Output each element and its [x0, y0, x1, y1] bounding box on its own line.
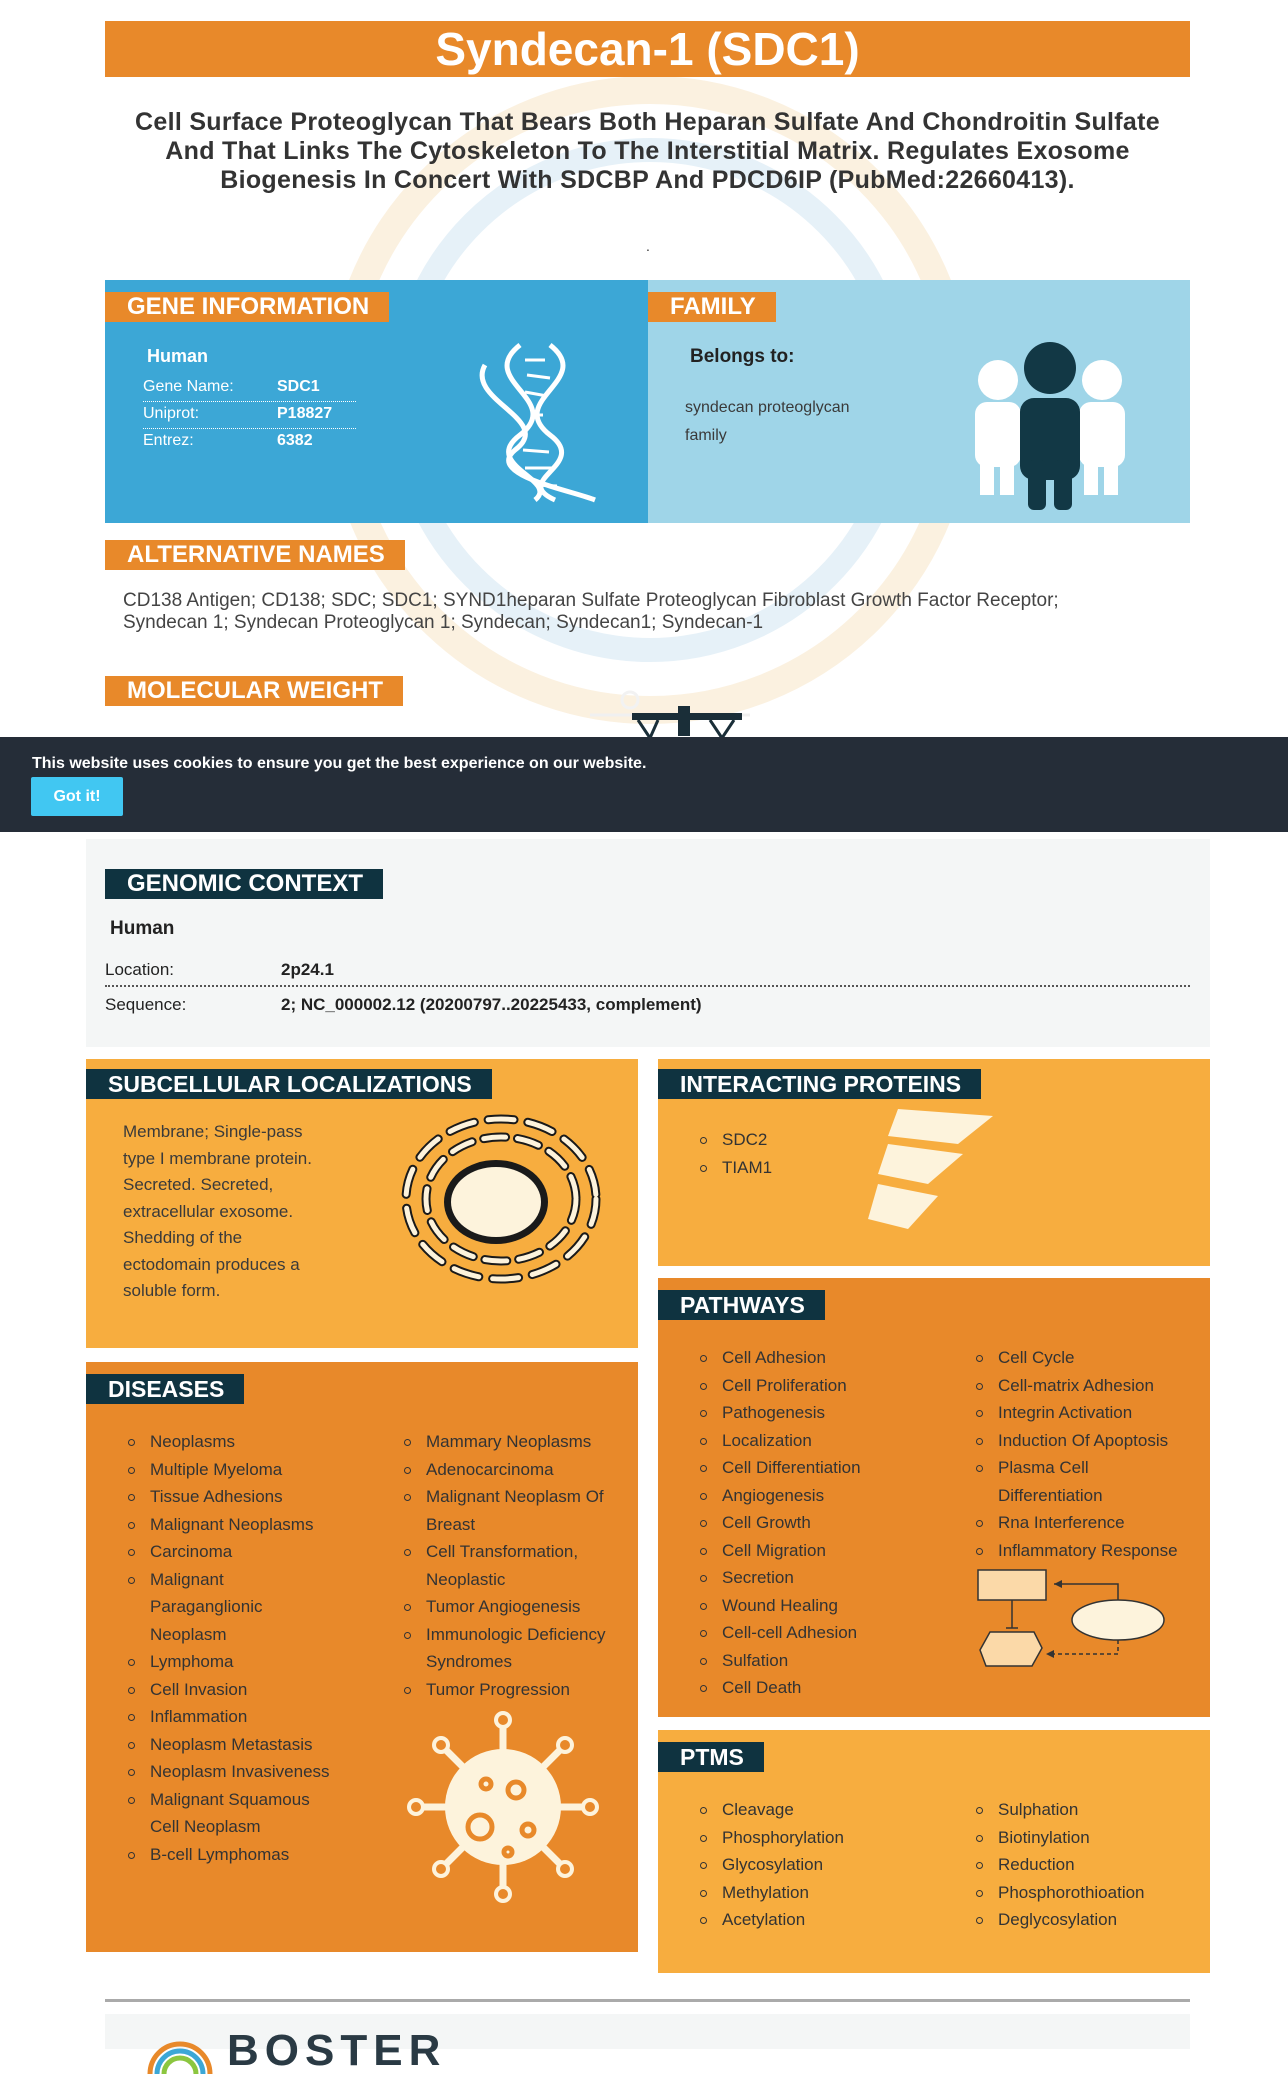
uniprot-value: P18827: [277, 405, 333, 422]
entrez-value: 6382: [277, 432, 313, 449]
list-item: Cell Cycle: [976, 1344, 1191, 1372]
list-item: Phosphorylation: [700, 1824, 940, 1852]
list-item: Cleavage: [700, 1796, 940, 1824]
list-item: Tissue Adhesions: [128, 1483, 338, 1511]
list-item: Wound Healing: [700, 1592, 940, 1620]
list-item: Lymphoma: [128, 1648, 338, 1676]
pathways-heading: PATHWAYS: [658, 1290, 825, 1320]
gene-name-label: Gene Name:: [143, 378, 234, 395]
cell-organelle-icon: [396, 1104, 606, 1289]
uniprot-label: Uniprot:: [143, 405, 200, 422]
boster-logo-icon: [145, 2034, 215, 2074]
separator-dot: .: [646, 238, 650, 254]
subcellular-line: soluble form.: [123, 1281, 221, 1300]
sequence-value: 2; NC_000002.12 (20200797..20225433, complement): [281, 995, 702, 1014]
list-item: Cell Growth: [700, 1509, 940, 1537]
entrez-label: Entrez:: [143, 432, 194, 449]
list-item: Immunologic Deficiency Syndromes: [404, 1621, 619, 1676]
subcellular-line: Shedding of the: [123, 1228, 243, 1247]
alternative-names-text: CD138 Antigen; CD138; SDC; SDC1; SYND1heparan Sulfate Proteoglycan Fibroblast Growth Factor Receptor; Syndecan 1; Syndecan Proteoglycan 1; Syndecan; Syndecan1; Syndecan-1: [123, 590, 1059, 633]
list-item: Cell Migration: [700, 1537, 940, 1565]
ptms-list-col2: [976, 1796, 1191, 1934]
list-item: Cell-matrix Adhesion: [976, 1372, 1191, 1400]
gene-name-value: SDC1: [277, 378, 320, 395]
diseases-heading: DISEASES: [86, 1374, 244, 1404]
pathways-list-col2: [976, 1344, 1191, 1564]
dna-helix-icon: [465, 340, 625, 505]
list-item: Inflammation: [128, 1703, 338, 1731]
list-item: Reduction: [976, 1851, 1191, 1879]
ptms-heading: PTMS: [658, 1742, 764, 1772]
list-item: Cell Invasion: [128, 1676, 338, 1704]
alternative-names-heading: ALTERNATIVE NAMES: [105, 540, 405, 570]
location-row: [105, 951, 1190, 987]
subcellular-text: [123, 1119, 353, 1305]
list-item: Carcinoma: [128, 1538, 338, 1566]
list-item: Phosphorothioation: [976, 1879, 1191, 1907]
list-item: Cell Adhesion: [700, 1344, 940, 1372]
molecular-weight-heading: MOLECULAR WEIGHT: [105, 676, 403, 706]
virus-icon: [408, 1712, 598, 1902]
list-item: Glycosylation: [700, 1851, 940, 1879]
subcellular-panel: [86, 1059, 638, 1348]
subcellular-line: ectodomain produces a: [123, 1254, 300, 1274]
people-group-icon: [970, 340, 1130, 515]
list-item: SDC2: [700, 1126, 772, 1154]
list-item: Sulfation: [700, 1647, 940, 1675]
cookie-banner: [0, 737, 1288, 832]
list-item: Malignant Paraganglionic Neoplasm: [128, 1566, 290, 1649]
footer-brand: BOSTER: [227, 2026, 447, 2075]
interacting-proteins-heading: INTERACTING PROTEINS: [658, 1069, 981, 1099]
list-item: Malignant Neoplasms: [128, 1511, 338, 1539]
genomic-context-panel: [86, 839, 1210, 1047]
genomic-context-heading: GENOMIC CONTEXT: [105, 869, 383, 899]
pathways-panel: [658, 1278, 1210, 1717]
list-item: TIAM1: [700, 1154, 772, 1182]
list-item: Mammary Neoplasms: [404, 1428, 619, 1456]
ptms-list-col1: [700, 1796, 940, 1934]
genomic-species: Human: [110, 918, 175, 939]
gene-information-panel: [105, 280, 648, 523]
list-item: Induction Of Apoptosis: [976, 1427, 1191, 1455]
location-value: 2p24.1: [281, 960, 334, 979]
cookie-accept-button[interactable]: Got it!: [31, 777, 123, 816]
uniprot-row: [143, 401, 356, 429]
list-item: Neoplasm Metastasis: [128, 1731, 338, 1759]
family-value: syndecan proteoglycan family: [685, 399, 850, 444]
interacting-proteins-list: [700, 1126, 772, 1181]
list-item: Multiple Myeloma: [128, 1456, 338, 1484]
subcellular-line: Membrane; Single-pass: [123, 1122, 303, 1141]
list-item: Neoplasm Invasiveness: [128, 1758, 338, 1786]
footer-divider: [105, 1999, 1190, 2002]
list-item: B-cell Lymphomas: [128, 1841, 338, 1869]
subcellular-line: extracellular exosome.: [123, 1201, 294, 1221]
list-item: Pathogenesis: [700, 1399, 940, 1427]
list-item: Tumor Angiogenesis: [404, 1593, 619, 1621]
pathway-diagram-icon: [976, 1568, 1176, 1683]
location-label: Location:: [105, 960, 174, 979]
list-item: Neoplasms: [128, 1428, 338, 1456]
list-item: Cell-cell Adhesion: [700, 1619, 940, 1647]
subcellular-heading: SUBCELLULAR LOCALIZATIONS: [86, 1069, 492, 1099]
balance-scale-icon: [560, 680, 760, 740]
list-item: Cell Death: [700, 1674, 940, 1702]
gene-description: Cell Surface Proteoglycan That Bears Both Heparan Sulfate And Chondroitin Sulfate And That Links The Cytoskeleton To The Interstitial Matrix. Regulates Exosome Biogenesis In Concert With SDCBP And PDCD6IP (PubMed:22660413).: [135, 108, 1160, 194]
list-item: Plasma Cell Differentiation: [976, 1454, 1191, 1509]
diseases-panel: [86, 1362, 638, 1952]
list-item: Deglycosylation: [976, 1906, 1191, 1934]
footer: [105, 2014, 1190, 2075]
list-item: Malignant Neoplasm Of Breast: [404, 1483, 619, 1538]
subcellular-line: Secreted. Secreted,: [123, 1175, 274, 1194]
sequence-label: Sequence:: [105, 995, 187, 1014]
list-item: Rna Interference: [976, 1509, 1191, 1537]
list-item: Localization: [700, 1427, 940, 1455]
family-panel: [648, 280, 1190, 523]
list-item: Secretion: [700, 1564, 940, 1592]
list-item: Angiogenesis: [700, 1482, 940, 1510]
list-item: Inflammatory Response: [976, 1537, 1191, 1565]
list-item: Malignant Squamous Cell Neoplasm: [128, 1786, 335, 1841]
gene-name-row: [143, 374, 356, 402]
list-item: Sulphation: [976, 1796, 1191, 1824]
protein-ribbon-icon: [868, 1104, 998, 1249]
belongs-to-label: Belongs to:: [690, 346, 795, 367]
list-item: Integrin Activation: [976, 1399, 1191, 1427]
subcellular-line: type I membrane protein.: [123, 1148, 312, 1168]
page-title: Syndecan-1 (SDC1): [105, 21, 1190, 77]
diseases-list-col1: [128, 1428, 338, 1868]
gene-species: Human: [147, 346, 209, 366]
interacting-proteins-panel: [658, 1059, 1210, 1266]
list-item: Tumor Progression: [404, 1676, 619, 1704]
sequence-row: [105, 986, 1190, 1020]
pathways-list-col1: [700, 1344, 940, 1702]
family-heading: FAMILY: [648, 292, 776, 322]
list-item: Acetylation: [700, 1906, 940, 1934]
list-item: Adenocarcinoma: [404, 1456, 619, 1484]
entrez-row: [143, 428, 356, 455]
diseases-list-col2: [404, 1428, 619, 1703]
list-item: Cell Differentiation: [700, 1454, 940, 1482]
ptms-panel: [658, 1730, 1210, 1973]
cookie-message: This website uses cookies to ensure you get the best experience on our website.: [32, 755, 647, 772]
list-item: Cell Transformation, Neoplastic: [404, 1538, 619, 1593]
list-item: Cell Proliferation: [700, 1372, 940, 1400]
list-item: Biotinylation: [976, 1824, 1191, 1852]
list-item: Methylation: [700, 1879, 940, 1907]
gene-information-heading: GENE INFORMATION: [105, 292, 389, 322]
